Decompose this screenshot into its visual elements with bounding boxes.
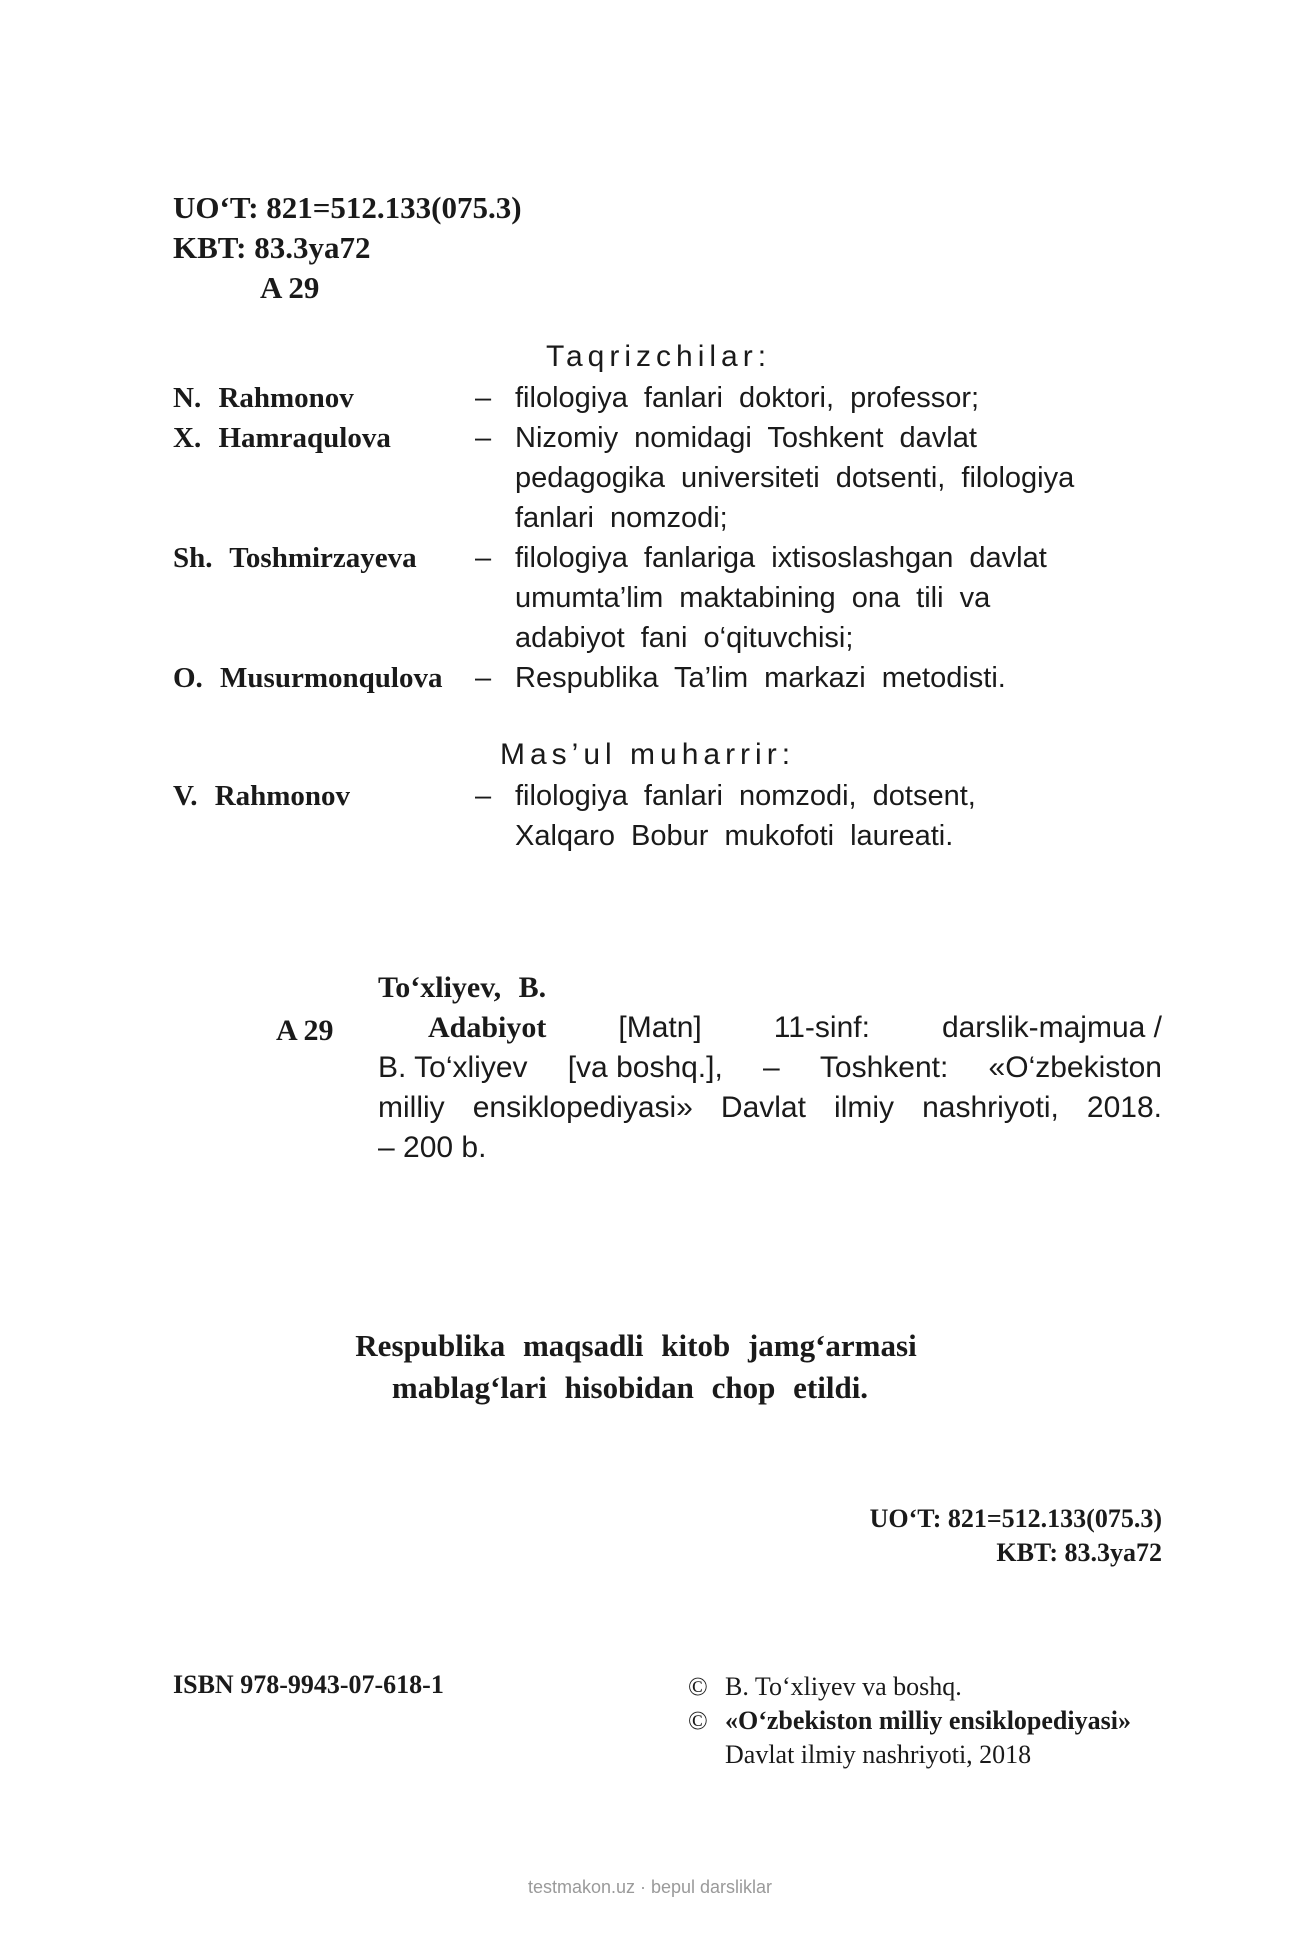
description-line: filologiya fanlariga ixtisoslashgan davlat (515, 542, 1047, 574)
editor-description (515, 776, 976, 856)
dash: – (475, 662, 492, 694)
reviewer-name: Sh. Toshmirzayeva (173, 542, 417, 574)
catalog-entry (378, 968, 1162, 1168)
reviewer-description (515, 538, 1047, 658)
reviewer-name: X. Hamraqulova (173, 422, 391, 454)
editor-row (173, 776, 976, 856)
catalog-line-3 (378, 1088, 1162, 1128)
description-line: filologiya fanlari nomzodi, dotsent, (515, 780, 976, 812)
editor-list (173, 776, 976, 856)
copyright-publisher: «O‘zbekiston milliy ensiklopediyasi» (725, 1706, 1131, 1735)
catalog-index: A 29 (276, 1014, 334, 1047)
reviewer-name: O. Musurmonqulova (173, 662, 443, 694)
catalog-title: Adabiyot (428, 1011, 547, 1044)
catalog-word: – (763, 1051, 780, 1084)
catalog-word: ilmiy (834, 1091, 895, 1124)
dash: – (475, 382, 492, 414)
editor-name: V. Rahmonov (173, 780, 351, 812)
copyright-publisher-detail: Davlat ilmiy nashriyoti, 2018 (725, 1740, 1032, 1769)
reviewer-description (515, 658, 1006, 698)
catalog-line-2 (378, 1048, 1162, 1088)
catalog-word: B. To‘xliyev (378, 1051, 528, 1084)
catalog-word: darslik-majmua / (941, 1011, 1162, 1044)
reviewers-list (173, 378, 1074, 698)
copyright-row (688, 1738, 1131, 1772)
dash: – (475, 780, 492, 812)
description-line: pedagogika universiteti dotsenti, filologiya (515, 462, 1075, 494)
udc-code: UO‘T: 821=512.133(075.3) (869, 1504, 1162, 1533)
copyright-row (688, 1704, 1131, 1738)
copyright-row (688, 1670, 1131, 1704)
reviewer-description (515, 378, 979, 418)
reviewer-description (515, 418, 1074, 538)
reviewers-heading: Taqrizchilar: (546, 340, 772, 373)
reviewer-row (173, 658, 1074, 698)
catalog-word: Toshkent: (819, 1051, 949, 1084)
author-mark: A 29 (260, 270, 320, 305)
watermark-footer: testmakon.uz · bepul darsliklar (527, 1877, 773, 1897)
catalog-line-1 (378, 1008, 1162, 1048)
catalog-word: [va boshq.], (567, 1051, 723, 1084)
classification-codes (173, 188, 522, 308)
catalog-word: Davlat (720, 1091, 806, 1124)
classification-codes-repeat (870, 1502, 1162, 1570)
catalog-word: nashriyoti, (922, 1091, 1059, 1124)
bbk-code: KBT: 83.3ya72 (173, 230, 371, 265)
dash: – (475, 422, 492, 454)
catalog-word: 2018. (1086, 1091, 1162, 1124)
description-line: Respublika Ta’lim markazi metodisti. (515, 662, 1006, 694)
description-line: fanlari nomzodi; (515, 502, 728, 534)
funding-note (0, 1325, 1300, 1409)
editor-heading: Mas’ul muharrir: (500, 738, 796, 771)
description-line: umumta’lim maktabining ona tili va (515, 582, 991, 614)
udc-code: UO‘T: 821=512.133(075.3) (173, 190, 522, 225)
catalog-word: ensiklopediyasi» (472, 1091, 693, 1124)
catalog-word: «O‘zbekiston (988, 1051, 1162, 1084)
reviewer-row (173, 378, 1074, 418)
description-line: Nizomiy nomidagi Toshkent davlat (515, 422, 977, 454)
description-line: Xalqaro Bobur mukofoti laureati. (515, 820, 954, 852)
description-line: filologiya fanlari doktori, professor; (515, 382, 980, 414)
catalog-pages: – 200 b. (378, 1131, 487, 1164)
copyright-holder: B. To‘xliyev va boshq. (725, 1672, 962, 1701)
funding-line: Respublika maqsadli kitob jamg‘armasi (355, 1328, 917, 1363)
copyright-block (688, 1670, 1131, 1772)
bbk-code: KBT: 83.3ya72 (996, 1538, 1162, 1567)
copyright-icon: © (688, 1706, 708, 1735)
reviewer-name: N. Rahmonov (173, 382, 354, 414)
dash: – (475, 542, 492, 574)
reviewer-row (173, 538, 1074, 658)
catalog-word: milliy (378, 1091, 445, 1124)
copyright-icon: © (688, 1672, 708, 1701)
funding-line: mablag‘lari hisobidan chop etildi. (391, 1370, 869, 1405)
isbn: ISBN 978-9943-07-618-1 (173, 1670, 444, 1699)
catalog-author: To‘xliyev, B. (378, 971, 547, 1004)
catalog-word: [Matn] (618, 1011, 702, 1044)
catalog-word: 11-sinf: (773, 1011, 870, 1044)
description-line: adabiyot fani o‘qituvchisi; (515, 622, 854, 654)
reviewer-row (173, 418, 1074, 538)
